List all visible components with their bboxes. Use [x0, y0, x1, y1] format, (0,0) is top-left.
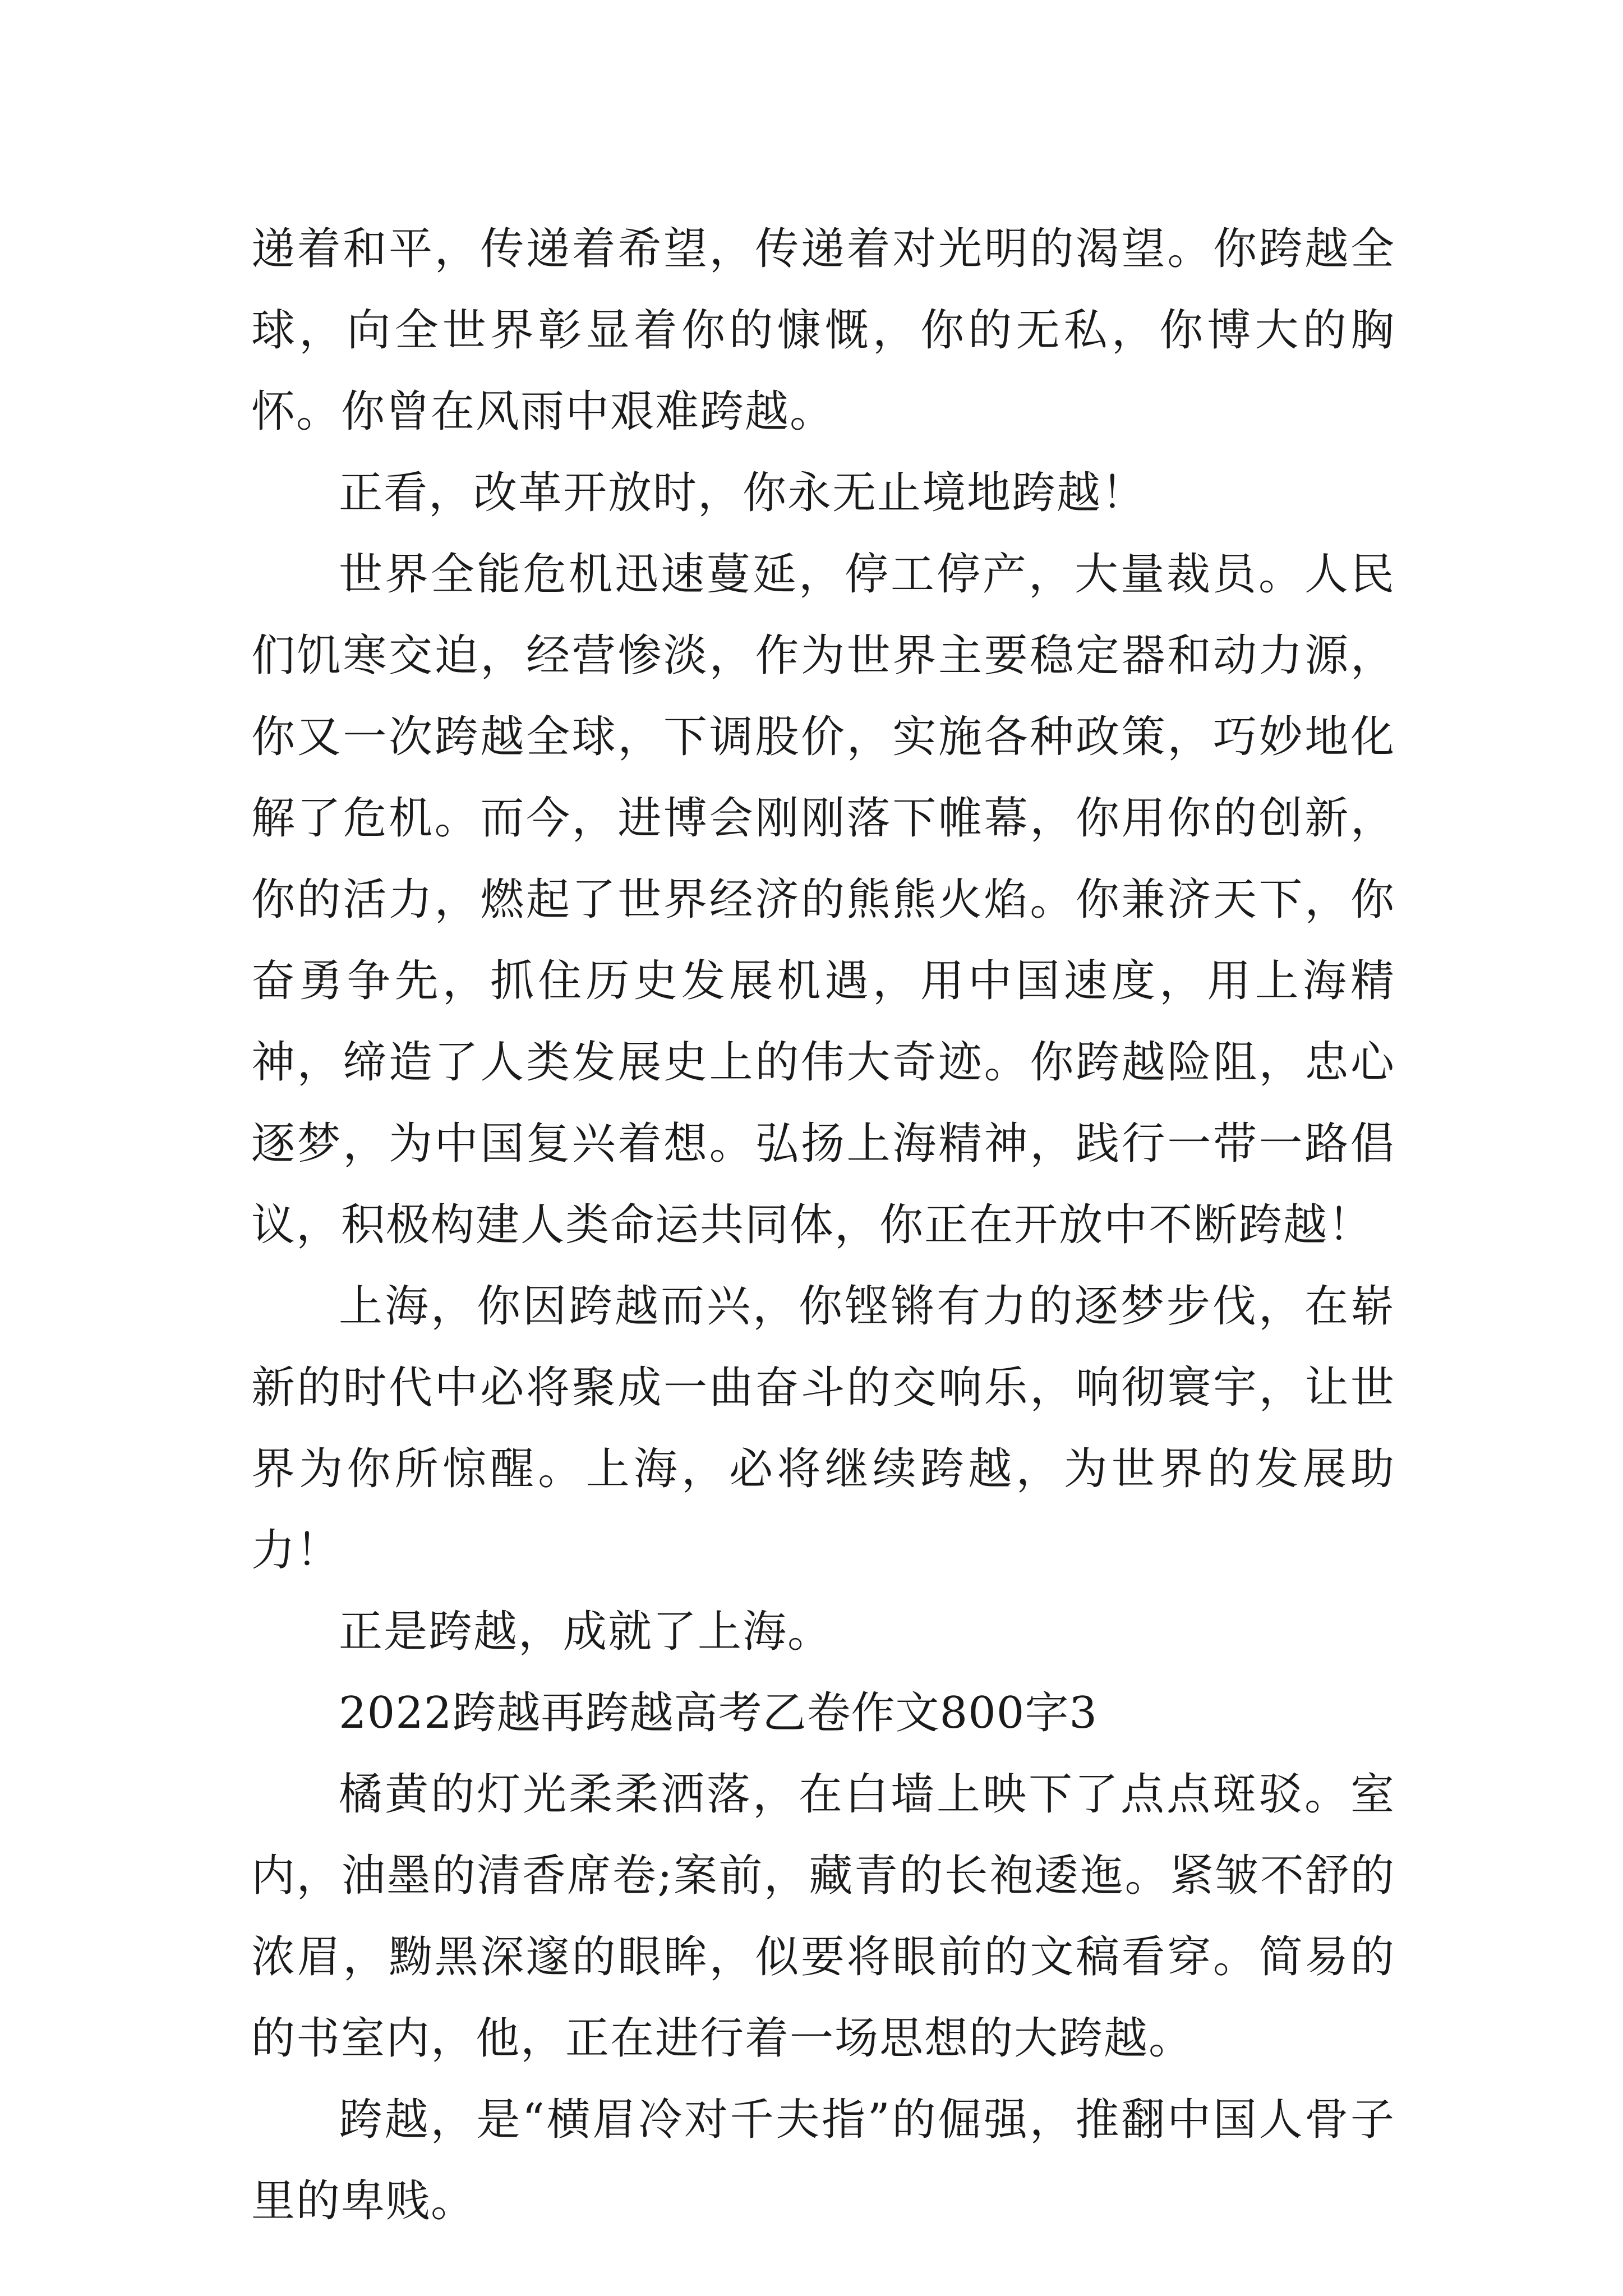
essay-heading: 2022跨越再跨越高考乙卷作文800字3 — [339, 1688, 1098, 1738]
document-body — [251, 209, 1395, 2242]
paragraph-2: 正看，改革开放时，你永无止境地跨越！ — [339, 468, 1147, 518]
paragraph-1: 递着和平，传递着希望，传递着对光明的渴望。你跨越全球，向全世界彰显着你的慷慨，你的无私，你博大的胸怀。你曾在风雨中艰难跨越。 — [251, 224, 1395, 437]
paragraph-4: 上海，你因跨越而兴，你铿锵有力的逐梦步伐，在崭新的时代中必将聚成一曲奋斗的交响乐，响彻寰宇，让世界为你所惊醒。上海，必将继续跨越，为世界的发展助力！ — [251, 1281, 1395, 1576]
paragraph-3: 世界全能危机迅速蔓延，停工停产，大量裁员。人民们饥寒交迫，经营惨淡，作为世界主要稳定器和动力源，你又一次跨越全球，下调股价，实施各种政策，巧妙地化解了危机。而今，进博会刚刚落下帷幕，你用你的创新，你的活力，燃起了世界经济的熊熊火焰。你兼济天下，你奋勇争先，抓住历史发展机遇，用中国速度，用上海精神，缔造了人类发展史上的伟大奇迹。你跨越险阻，忠心逐梦，为中国复兴着想。弘扬上海精神，践行一带一路倡议，积极构建人类命运共同体，你正在开放中不断跨越！ — [251, 549, 1395, 1250]
paragraph-5: 正是跨越，成就了上海。 — [339, 1607, 833, 1657]
paragraph-7: 跨越，是“横眉冷对千夫指”的倔强，推翻中国人骨子里的卑贱。 — [251, 2095, 1395, 2226]
paragraph-6: 橘黄的灯光柔柔洒落，在白墙上映下了点点斑驳。室内，油墨的清香席卷;案前，藏青的长袍逶迤。紧皱不舒的浓眉，黝黑深邃的眼眸，似要将眼前的文稿看穿。简易的的书室内，他，正在进行着一场思想的大跨越。 — [251, 1769, 1395, 2064]
